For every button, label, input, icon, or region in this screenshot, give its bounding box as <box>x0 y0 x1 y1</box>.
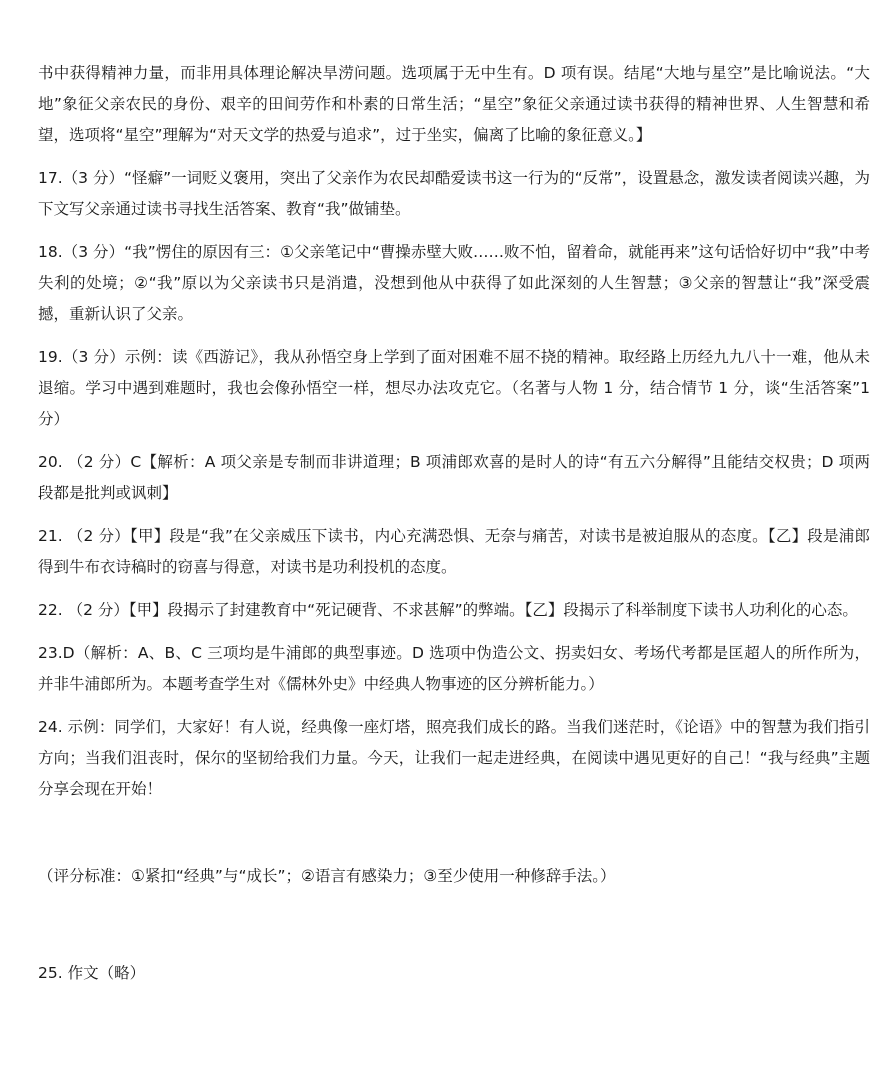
answer-24-criteria: （评分标准：①紧扣“经典”与“成长”；②语言有感染力；③至少使用一种修辞手法。） <box>38 867 616 885</box>
answer-document <box>38 58 870 1001</box>
answer-18: 18.（3 分）“我”愣住的原因有三：①父亲笔记中“曹操赤壁大败……败不怕，留着命，就能再来”这句话恰好切中“我”中考失利的处境；②“我”原以为父亲读书只是消遣，没想到他从中获得了如此深刻的人生智慧；③父亲的智慧让“我”深受震撼，重新认识了父亲。 <box>38 243 870 323</box>
spacer <box>38 813 870 861</box>
answer-21: 21. （2 分）【甲】段是“我”在父亲威压下读书，内心充满恐惧、无奈与痛苦，对读书是被迫服从的态度。【乙】段是浦郎得到牛布衣诗稿时的窃喜与得意，对读书是功利投机的态度。 <box>38 527 870 576</box>
answer-24: 24. 示例：同学们，大家好！有人说，经典像一座灯塔，照亮我们成长的路。当我们迷茫时，《论语》中的智慧为我们指引方向；当我们沮丧时，保尔的坚韧给我们力量。今天，让我们一起走进经典，在阅读中遇见更好的自己！“我与经典”主题分享会现在开始！ <box>38 718 870 798</box>
answer-20: 20. （2 分）C【解析：A 项父亲是专制而非讲道理；B 项浦郎欢喜的是时人的诗“有五六分解得”且能结交权贵；D 项两段都是批判或讽刺】 <box>38 453 870 502</box>
answer-22: 22. （2 分）【甲】段揭示了封建教育中“死记硬背、不求甚解”的弊端。【乙】段揭示了科举制度下读书人功利化的心态。 <box>38 601 858 619</box>
answer-23: 23.D（解析：A、B、C 三项均是牛浦郎的典型事迹。D 选项中伪造公文、拐卖妇女、考场代考都是匡超人的所作所为，并非牛浦郎所为。本题考查学生对《儒林外史》中经典人物事迹的区分辨析能力。） <box>38 644 870 693</box>
spacer <box>38 904 870 958</box>
paragraph-intro: 书中获得精神力量，而非用具体理论解决旱涝问题。选项属于无中生有。D 项有误。结尾“大地与星空”是比喻说法。“大地”象征父亲农民的身份、艰辛的田间劳作和朴素的日常生活；“星空”象征父亲通过读书获得的精神世界、人生智慧和希望，选项将“星空”理解为“对天文学的热爱与追求”，过于坐实，偏离了比喻的象征意义。】 <box>38 64 870 144</box>
answer-25: 25. 作文（略） <box>38 964 146 982</box>
answer-17: 17.（3 分）“怪癖”一词贬义褒用，突出了父亲作为农民却酷爱读书这一行为的“反常”，设置悬念，激发读者阅读兴趣，为下文写父亲通过读书寻找生活答案、教育“我”做铺垫。 <box>38 169 870 218</box>
answer-19: 19.（3 分）示例：读《西游记》，我从孙悟空身上学到了面对困难不屈不挠的精神。取经路上历经九九八十一难，他从未退缩。学习中遇到难题时，我也会像孙悟空一样，想尽办法攻克它。（名著与人物 1 分，结合情节 1 分，谈“生活答案”1 分） <box>38 348 870 428</box>
